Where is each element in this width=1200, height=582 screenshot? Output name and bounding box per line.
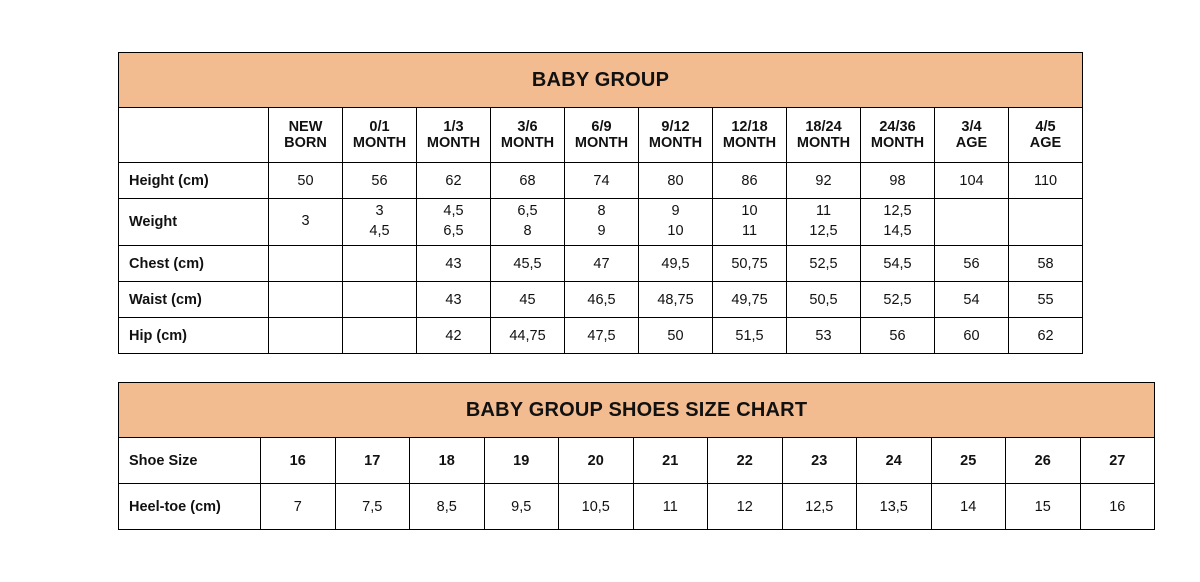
baby-shoes-size-table — [118, 382, 1155, 530]
row-label-shoe-size: Shoe Size — [119, 438, 261, 484]
cell-weight-new-born — [269, 199, 343, 246]
cell-waist-24-36: 52,5 — [861, 282, 935, 318]
weight-top: 9 — [671, 203, 680, 220]
col-head-line2: MONTH — [352, 135, 407, 151]
cell-chest-12-18: 50,75 — [713, 246, 787, 282]
col-head-line1: 9/12 — [661, 118, 690, 135]
cell-chest-3-6: 45,5 — [491, 246, 565, 282]
weight-top: 8 — [597, 203, 606, 220]
col-head-line2: AGE — [1029, 135, 1062, 151]
weight-top: 3 — [375, 203, 384, 220]
cell-weight-6-9 — [565, 199, 639, 246]
table-row-weight — [119, 199, 1083, 246]
main-banner-row — [119, 53, 1083, 108]
weight-bottom: 11 — [741, 223, 758, 239]
cell-shoe-size-8: 23 — [782, 438, 857, 484]
header-corner-cell — [119, 108, 269, 163]
cell-heel-toe-9: 13,5 — [857, 484, 932, 530]
weight-bottom: 4,5 — [369, 223, 390, 239]
col-head-line2: AGE — [955, 135, 988, 151]
table-row-shoe-size — [119, 438, 1155, 484]
col-head-line1: 6/9 — [591, 118, 612, 135]
col-head-line1: 18/24 — [805, 118, 842, 135]
cell-shoe-size-5: 20 — [559, 438, 634, 484]
cell-hip-3-6: 44,75 — [491, 318, 565, 354]
weight-bottom: 14,5 — [883, 223, 912, 239]
cell-heel-toe-3: 8,5 — [410, 484, 485, 530]
cell-waist-4-5: 55 — [1009, 282, 1083, 318]
weight-bottom: 6,5 — [443, 223, 464, 239]
cell-waist-12-18: 49,75 — [713, 282, 787, 318]
col-head-line2: BORN — [284, 135, 327, 151]
cell-weight-3-6 — [491, 199, 565, 246]
cell-shoe-size-12: 27 — [1080, 438, 1155, 484]
cell-weight-0-1 — [343, 199, 417, 246]
column-header-3-4-age — [935, 108, 1009, 163]
cell-shoe-size-3: 18 — [410, 438, 485, 484]
cell-chest-3-4: 56 — [935, 246, 1009, 282]
weight-bottom: 12,5 — [809, 223, 838, 239]
cell-shoe-size-7: 22 — [708, 438, 783, 484]
cell-heel-toe-8: 12,5 — [782, 484, 857, 530]
cell-heel-toe-4: 9,5 — [484, 484, 559, 530]
col-head-line2: MONTH — [648, 135, 703, 151]
column-header-new-born — [269, 108, 343, 163]
cell-hip-new-born — [269, 318, 343, 354]
weight-top: 4,5 — [443, 203, 464, 220]
table-row-waist — [119, 282, 1083, 318]
cell-hip-18-24: 53 — [787, 318, 861, 354]
cell-waist-18-24: 50,5 — [787, 282, 861, 318]
cell-chest-4-5: 58 — [1009, 246, 1083, 282]
row-label-height: Height (cm) — [119, 163, 269, 199]
cell-heel-toe-2: 7,5 — [335, 484, 410, 530]
cell-shoe-size-11: 26 — [1006, 438, 1081, 484]
col-head-line2: MONTH — [574, 135, 629, 151]
column-header-1-3-month — [417, 108, 491, 163]
cell-weight-24-36 — [861, 199, 935, 246]
cell-chest-1-3: 43 — [417, 246, 491, 282]
cell-heel-toe-11: 15 — [1006, 484, 1081, 530]
cell-heel-toe-12: 16 — [1080, 484, 1155, 530]
cell-chest-24-36: 54,5 — [861, 246, 935, 282]
col-head-line1: NEW — [288, 118, 323, 135]
col-head-line2: MONTH — [500, 135, 555, 151]
weight-bottom: 10 — [667, 223, 684, 239]
cell-weight-9-12 — [639, 199, 713, 246]
baby-group-size-table — [118, 52, 1083, 354]
cell-height-3-4: 104 — [935, 163, 1009, 199]
cell-hip-3-4: 60 — [935, 318, 1009, 354]
col-head-line1: 3/4 — [961, 118, 982, 135]
cell-shoe-size-1: 16 — [261, 438, 336, 484]
cell-chest-0-1 — [343, 246, 417, 282]
cell-weight-12-18 — [713, 199, 787, 246]
row-label-waist: Waist (cm) — [119, 282, 269, 318]
weight-top: 12,5 — [883, 203, 912, 220]
cell-waist-new-born — [269, 282, 343, 318]
col-head-line1: 0/1 — [369, 118, 390, 135]
main-header-row — [119, 108, 1083, 163]
cell-weight-1-3 — [417, 199, 491, 246]
cell-hip-12-18: 51,5 — [713, 318, 787, 354]
table-row-hip — [119, 318, 1083, 354]
cell-shoe-size-2: 17 — [335, 438, 410, 484]
table-row-chest — [119, 246, 1083, 282]
cell-heel-toe-10: 14 — [931, 484, 1006, 530]
column-header-6-9-month — [565, 108, 639, 163]
cell-hip-1-3: 42 — [417, 318, 491, 354]
cell-waist-3-6: 45 — [491, 282, 565, 318]
cell-height-18-24: 92 — [787, 163, 861, 199]
shoes-banner-row — [119, 383, 1155, 438]
cell-height-new-born: 50 — [269, 163, 343, 199]
cell-chest-9-12: 49,5 — [639, 246, 713, 282]
shoes-banner-title: BABY GROUP SHOES SIZE CHART — [119, 383, 1155, 438]
weight-top: 10 — [741, 203, 758, 220]
cell-heel-toe-7: 12 — [708, 484, 783, 530]
cell-shoe-size-9: 24 — [857, 438, 932, 484]
cell-height-6-9: 74 — [565, 163, 639, 199]
weight-top: 11 — [815, 203, 832, 220]
cell-heel-toe-5: 10,5 — [559, 484, 634, 530]
main-banner-title: BABY GROUP — [119, 53, 1083, 108]
cell-waist-3-4: 54 — [935, 282, 1009, 318]
col-head-line1: 24/36 — [879, 118, 916, 135]
row-label-weight: Weight — [119, 199, 269, 246]
col-head-line2: MONTH — [870, 135, 925, 151]
column-header-4-5-age — [1009, 108, 1083, 163]
cell-height-3-6: 68 — [491, 163, 565, 199]
row-label-chest: Chest (cm) — [119, 246, 269, 282]
weight-top: 3 — [301, 213, 310, 230]
cell-weight-4-5 — [1009, 199, 1083, 246]
col-head-line1: 1/3 — [443, 118, 464, 135]
col-head-line2: MONTH — [722, 135, 777, 151]
cell-chest-6-9: 47 — [565, 246, 639, 282]
cell-heel-toe-6: 11 — [633, 484, 708, 530]
col-head-line1: 3/6 — [517, 118, 538, 135]
cell-height-24-36: 98 — [861, 163, 935, 199]
cell-shoe-size-10: 25 — [931, 438, 1006, 484]
cell-height-4-5: 110 — [1009, 163, 1083, 199]
column-header-0-1-month — [343, 108, 417, 163]
cell-waist-9-12: 48,75 — [639, 282, 713, 318]
cell-height-9-12: 80 — [639, 163, 713, 199]
cell-waist-0-1 — [343, 282, 417, 318]
cell-hip-4-5: 62 — [1009, 318, 1083, 354]
col-head-line2: MONTH — [796, 135, 851, 151]
cell-height-0-1: 56 — [343, 163, 417, 199]
table-spacer — [118, 354, 1080, 382]
col-head-line1: 12/18 — [731, 118, 768, 135]
cell-hip-24-36: 56 — [861, 318, 935, 354]
weight-bottom: 8 — [523, 223, 532, 239]
cell-hip-9-12: 50 — [639, 318, 713, 354]
cell-weight-18-24 — [787, 199, 861, 246]
table-row-heel-toe — [119, 484, 1155, 530]
cell-heel-toe-1: 7 — [261, 484, 336, 530]
column-header-12-18-month — [713, 108, 787, 163]
cell-shoe-size-4: 19 — [484, 438, 559, 484]
row-label-heel-toe: Heel-toe (cm) — [119, 484, 261, 530]
row-label-hip: Hip (cm) — [119, 318, 269, 354]
col-head-line1: 4/5 — [1035, 118, 1056, 135]
cell-shoe-size-6: 21 — [633, 438, 708, 484]
cell-hip-0-1 — [343, 318, 417, 354]
cell-chest-new-born — [269, 246, 343, 282]
cell-hip-6-9: 47,5 — [565, 318, 639, 354]
cell-height-1-3: 62 — [417, 163, 491, 199]
column-header-9-12-month — [639, 108, 713, 163]
table-row-height — [119, 163, 1083, 199]
col-head-line2: MONTH — [426, 135, 481, 151]
cell-weight-3-4 — [935, 199, 1009, 246]
column-header-3-6-month — [491, 108, 565, 163]
cell-height-12-18: 86 — [713, 163, 787, 199]
column-header-24-36-month — [861, 108, 935, 163]
column-header-18-24-month — [787, 108, 861, 163]
cell-waist-6-9: 46,5 — [565, 282, 639, 318]
cell-chest-18-24: 52,5 — [787, 246, 861, 282]
weight-bottom: 9 — [597, 223, 606, 239]
weight-top: 6,5 — [517, 203, 538, 220]
cell-waist-1-3: 43 — [417, 282, 491, 318]
